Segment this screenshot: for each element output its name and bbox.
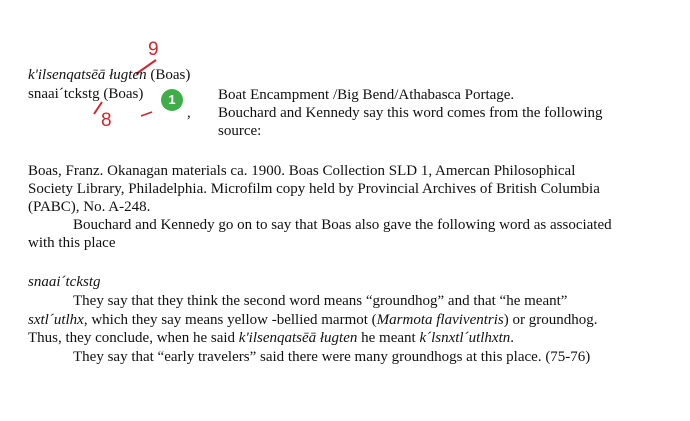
para2-line-3 [28, 329, 514, 347]
para2-line-2-end: ) or groundhog. [503, 312, 598, 328]
para1-line-2: with this place [28, 235, 116, 251]
stray-comma: , [187, 105, 191, 121]
para2-line-3-mid: he meant [357, 330, 420, 346]
meant-word-inline: k´lsnxtl´utlhxtn [419, 330, 511, 346]
para2-line-3-end: . [510, 330, 515, 346]
para3-line-1: They say that “early travelers” said there were many groundhogs at this place. (75-76) [73, 349, 591, 365]
source-intro-line: Bouchard and Kennedy say this word comes from the following [218, 105, 603, 121]
boas-word-1 [28, 66, 190, 84]
word-heading: snaai´tckstg [28, 274, 101, 290]
annotation-dash-icon [140, 110, 154, 118]
boas-word-2: snaai´tckstg (Boas) [28, 86, 144, 102]
para2-line-2-mid: , which they say means yellow -bellied marmot ( [83, 312, 377, 328]
word1-italic: k'ilsenqatsēā ługten [28, 67, 147, 83]
citation-line-3: (PABC), No. A-248. [28, 199, 151, 215]
source-label-line: source: [218, 123, 262, 139]
citation-line-1: Boas, Franz. Okanagan materials ca. 1900. Boas Collection SLD 1, Amercan Philosophical [28, 163, 576, 179]
para2-line-1: They say that they think the second word means “groundhog” and that “he meant” [73, 293, 568, 309]
word1-suffix: (Boas) [146, 67, 191, 83]
place-name-line: Boat Encampment /Big Bend/Athabasca Portage. [218, 87, 515, 103]
boas-word-inline: k'ilsenqatsēā ługten [238, 330, 358, 346]
annotation-eight: 8 [101, 110, 112, 131]
para2-line-2 [28, 311, 598, 329]
para2-line-3-start: Thus, they conclude, when he said [28, 330, 239, 346]
citation-line-2: Society Library, Philadelphia. Microfilm copy held by Provincial Archives of British Columbia [28, 181, 600, 197]
para1-line-1: Bouchard and Kennedy go on to say that Boas also gave the following word as associated [73, 217, 612, 233]
marmot-word: sxtl´utlhx [28, 312, 84, 328]
annotation-nine: 9 [148, 39, 159, 60]
latin-name: Marmota flaviventris [376, 312, 504, 328]
page-badge: 1 [161, 89, 183, 111]
